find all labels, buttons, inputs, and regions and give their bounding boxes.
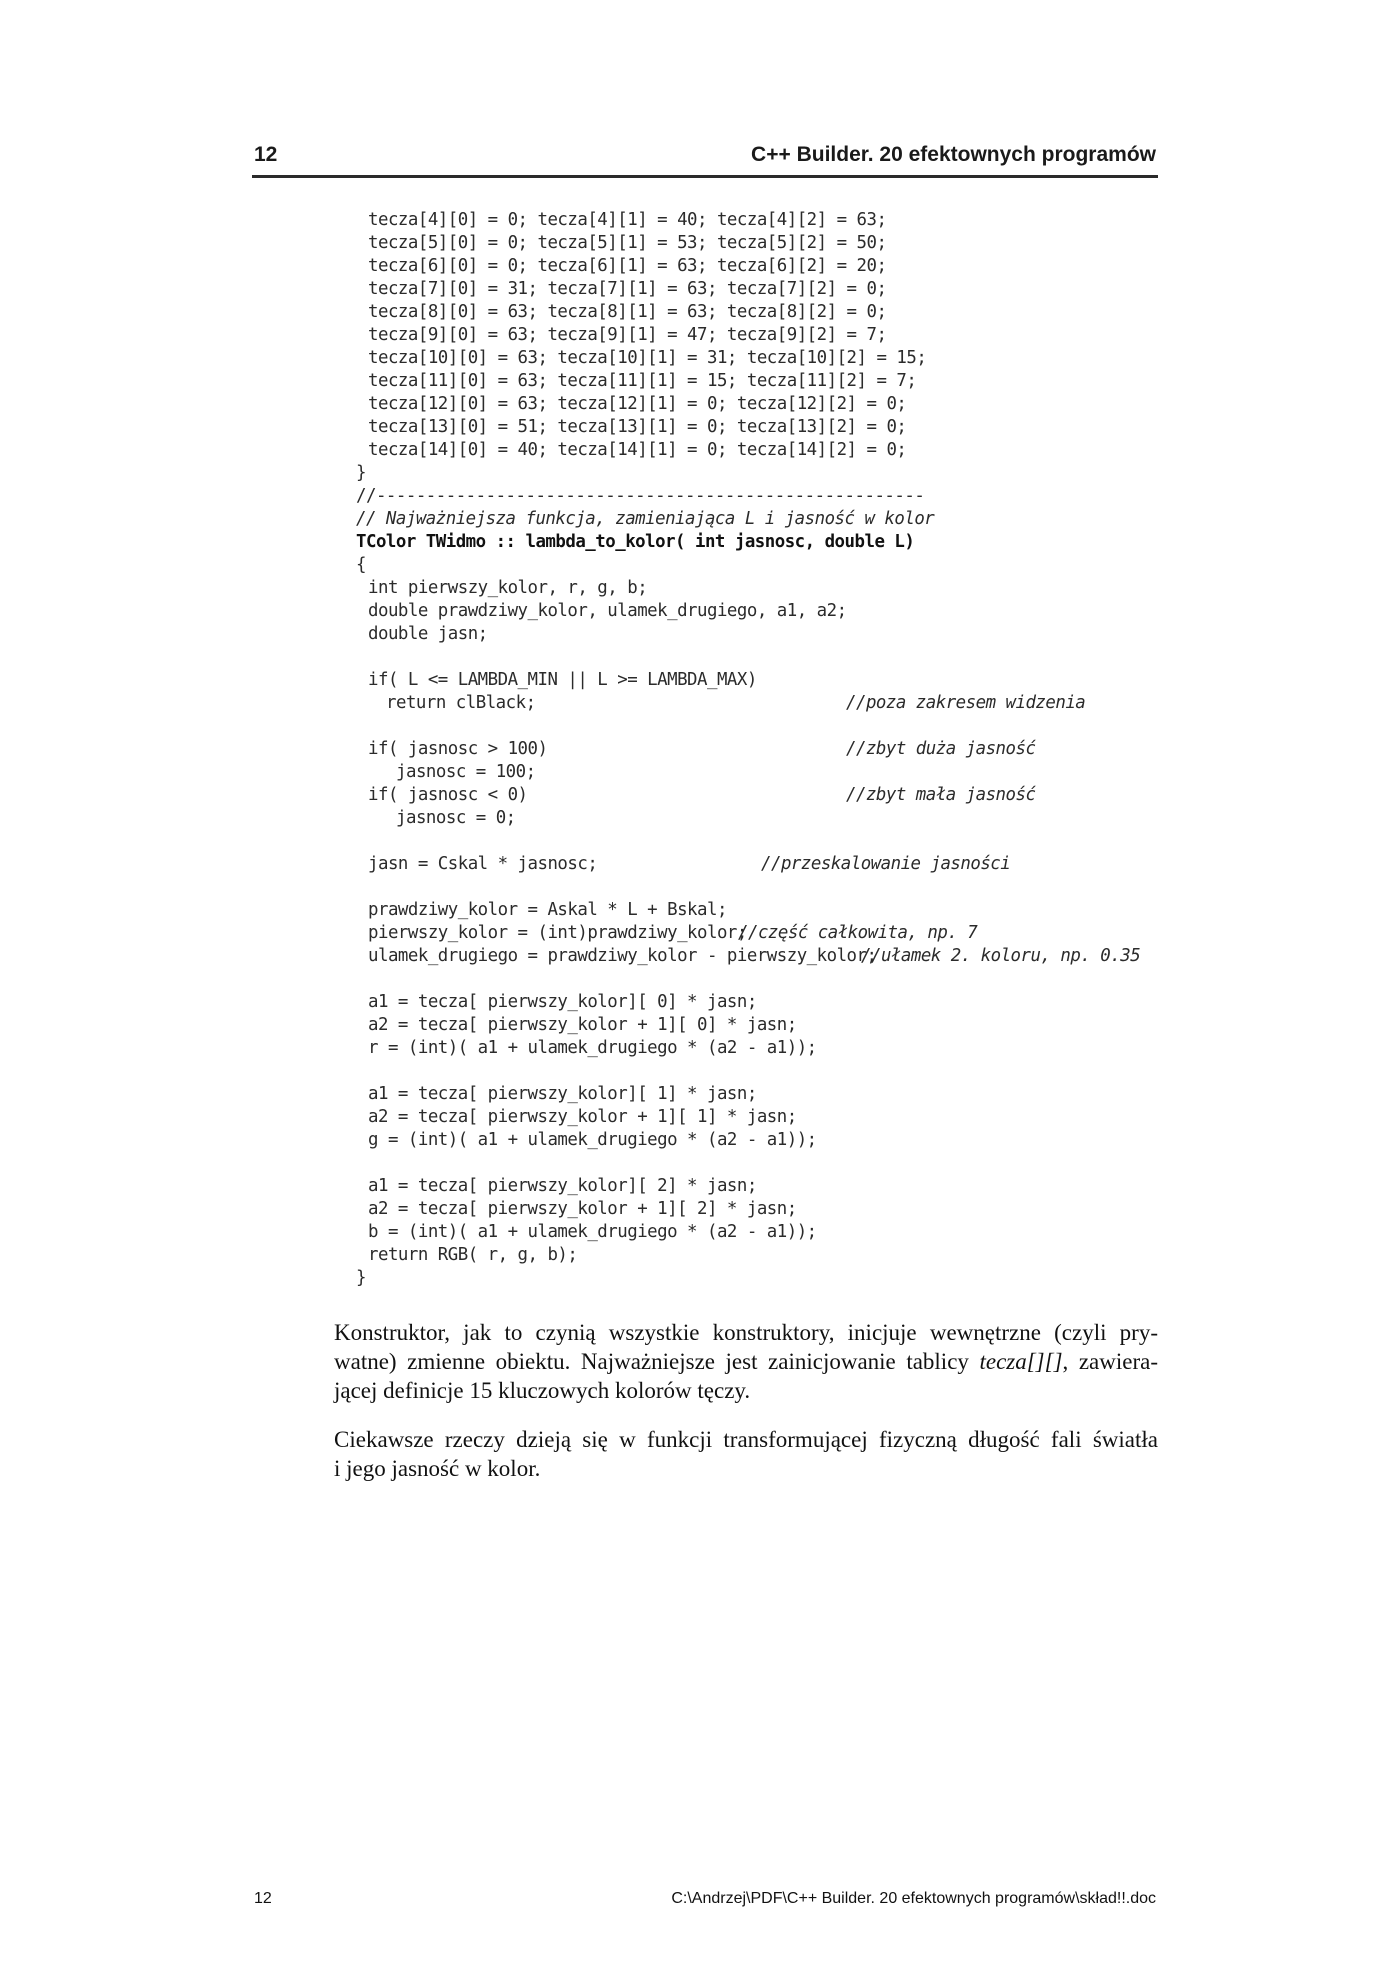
- paragraph-line: watne) zmienne obiektu. Najważniejsze jest zainicjowanie tablicy tecza[][], zawiera-: [334, 1349, 1158, 1374]
- code-line: tecza[5][0] = 0; tecza[5][1] = 53; tecza[5][2] = 50;: [368, 233, 887, 253]
- code-line: double prawdziwy_kolor, ulamek_drugiego, a1, a2;: [368, 601, 847, 621]
- code-line-blank: [356, 876, 1176, 899]
- code-line: r = (int)( a1 + ulamek_drugiego * (a2 - a1));: [368, 1038, 817, 1058]
- code-line-blank: [356, 830, 1176, 853]
- paragraph-constructor: [334, 1318, 1158, 1405]
- code-line: tecza[13][0] = 51; tecza[13][1] = 0; tecza[13][2] = 0;: [368, 417, 907, 437]
- code-line-blank: [356, 1060, 1176, 1083]
- code-line: return RGB( r, g, b);: [368, 1245, 578, 1265]
- code-line: tecza[10][0] = 63; tecza[10][1] = 31; tecza[10][2] = 15;: [368, 348, 927, 368]
- code-line-function-signature: TColor TWidmo :: lambda_to_kolor( int jasnosc, double L): [356, 532, 915, 552]
- code-comment-line: // Najważniejsza funkcja, zamieniająca L i jasność w kolor: [356, 509, 935, 529]
- running-header: [252, 143, 1158, 178]
- code-line: ulamek_drugiego = prawdziwy_kolor - pierwszy_kolor; //ułamek 2. koloru, np. 0.35: [368, 946, 1141, 966]
- code-line: b = (int)( a1 + ulamek_drugiego * (a2 - a1));: [368, 1222, 817, 1242]
- code-line: tecza[4][0] = 0; tecza[4][1] = 40; tecza[4][2] = 63;: [368, 210, 887, 230]
- paragraph-line: Ciekawsze rzeczy dzieją się w funkcji transformującej fizyczną długość fali światła: [334, 1427, 1158, 1452]
- code-line: //-------------------------------------------------------: [356, 486, 925, 506]
- code-line-blank: [356, 646, 1176, 669]
- paragraph-line: jącej definicje 15 kluczowych kolorów tęczy.: [334, 1378, 751, 1403]
- code-line: if( jasnosc > 100) //zbyt duża jasność: [368, 739, 1036, 759]
- code-line-blank: [356, 715, 1176, 738]
- header-book-title: C++ Builder. 20 efektownych programów: [751, 143, 1156, 166]
- code-line: a2 = tecza[ pierwszy_kolor + 1][ 0] * jasn;: [368, 1015, 797, 1035]
- code-line: a2 = tecza[ pierwszy_kolor + 1][ 2] * jasn;: [368, 1199, 797, 1219]
- code-line: int pierwszy_kolor, r, g, b;: [368, 578, 648, 598]
- code-inline-comment: //poza zakresem widzenia: [846, 693, 1086, 713]
- code-line: tecza[14][0] = 40; tecza[14][1] = 0; tecza[14][2] = 0;: [368, 440, 907, 460]
- code-line: double jasn;: [368, 624, 488, 644]
- footer-file-path: C:\Andrzej\PDF\C++ Builder. 20 efektownych programów\skład!!.doc: [671, 1890, 1156, 1907]
- code-inline-comment: //część całkowita, np. 7: [738, 923, 978, 943]
- code-line: prawdziwy_kolor = Askal * L + Bskal;: [368, 900, 727, 920]
- code-inline-comment: //ułamek 2. koloru, np. 0.35: [861, 946, 1141, 966]
- code-line: jasnosc = 100;: [396, 762, 536, 782]
- code-line-blank: [356, 968, 1176, 991]
- code-line: tecza[11][0] = 63; tecza[11][1] = 15; tecza[11][2] = 7;: [368, 371, 917, 391]
- code-line: jasnosc = 0;: [396, 808, 516, 828]
- code-line: tecza[7][0] = 31; tecza[7][1] = 63; tecza[7][2] = 0;: [368, 279, 887, 299]
- code-listing: [356, 209, 1176, 1290]
- code-line-blank: [356, 1152, 1176, 1175]
- paragraph-line: Konstruktor, jak to czynią wszystkie konstruktory, inicjuje wewnętrzne (czyli pry-: [334, 1320, 1158, 1345]
- code-inline-comment: //zbyt mała jasność: [846, 785, 1036, 805]
- code-line: a1 = tecza[ pierwszy_kolor][ 0] * jasn;: [368, 992, 757, 1012]
- code-line: tecza[9][0] = 63; tecza[9][1] = 47; tecza[9][2] = 7;: [368, 325, 887, 345]
- code-line: jasn = Cskal * jasnosc; //przeskalowanie jasności: [368, 854, 1011, 874]
- header-page-number: 12: [254, 143, 278, 166]
- code-line: a2 = tecza[ pierwszy_kolor + 1][ 1] * jasn;: [368, 1107, 797, 1127]
- code-line: {: [356, 555, 366, 575]
- paragraph-transform-function: [334, 1425, 1158, 1483]
- code-line: if( L <= LAMBDA_MIN || L >= LAMBDA_MAX): [368, 670, 757, 690]
- code-line: pierwszy_kolor = (int)prawdziwy_kolor; //część całkowita, np. 7: [368, 923, 978, 943]
- code-line: tecza[8][0] = 63; tecza[8][1] = 63; tecza[8][2] = 0;: [368, 302, 887, 322]
- code-line: }: [356, 1268, 366, 1288]
- code-inline-comment: //przeskalowanie jasności: [761, 854, 1011, 874]
- code-line: a1 = tecza[ pierwszy_kolor][ 1] * jasn;: [368, 1084, 757, 1104]
- code-line: return clBlack; //poza zakresem widzenia: [386, 693, 1086, 713]
- code-line: tecza[12][0] = 63; tecza[12][1] = 0; tecza[12][2] = 0;: [368, 394, 907, 414]
- paragraph-line: i jego jasność w kolor.: [334, 1456, 541, 1481]
- code-line: if( jasnosc < 0) //zbyt mała jasność: [368, 785, 1036, 805]
- emphasized-identifier: tecza[][]: [979, 1349, 1063, 1374]
- code-line: tecza[6][0] = 0; tecza[6][1] = 63; tecza[6][2] = 20;: [368, 256, 887, 276]
- page-footer: [252, 1890, 1158, 1914]
- code-line: a1 = tecza[ pierwszy_kolor][ 2] * jasn;: [368, 1176, 757, 1196]
- footer-page-number: 12: [254, 1890, 272, 1907]
- code-line: g = (int)( a1 + ulamek_drugiego * (a2 - a1));: [368, 1130, 817, 1150]
- code-line: }: [356, 463, 366, 483]
- code-inline-comment: //zbyt duża jasność: [846, 739, 1036, 759]
